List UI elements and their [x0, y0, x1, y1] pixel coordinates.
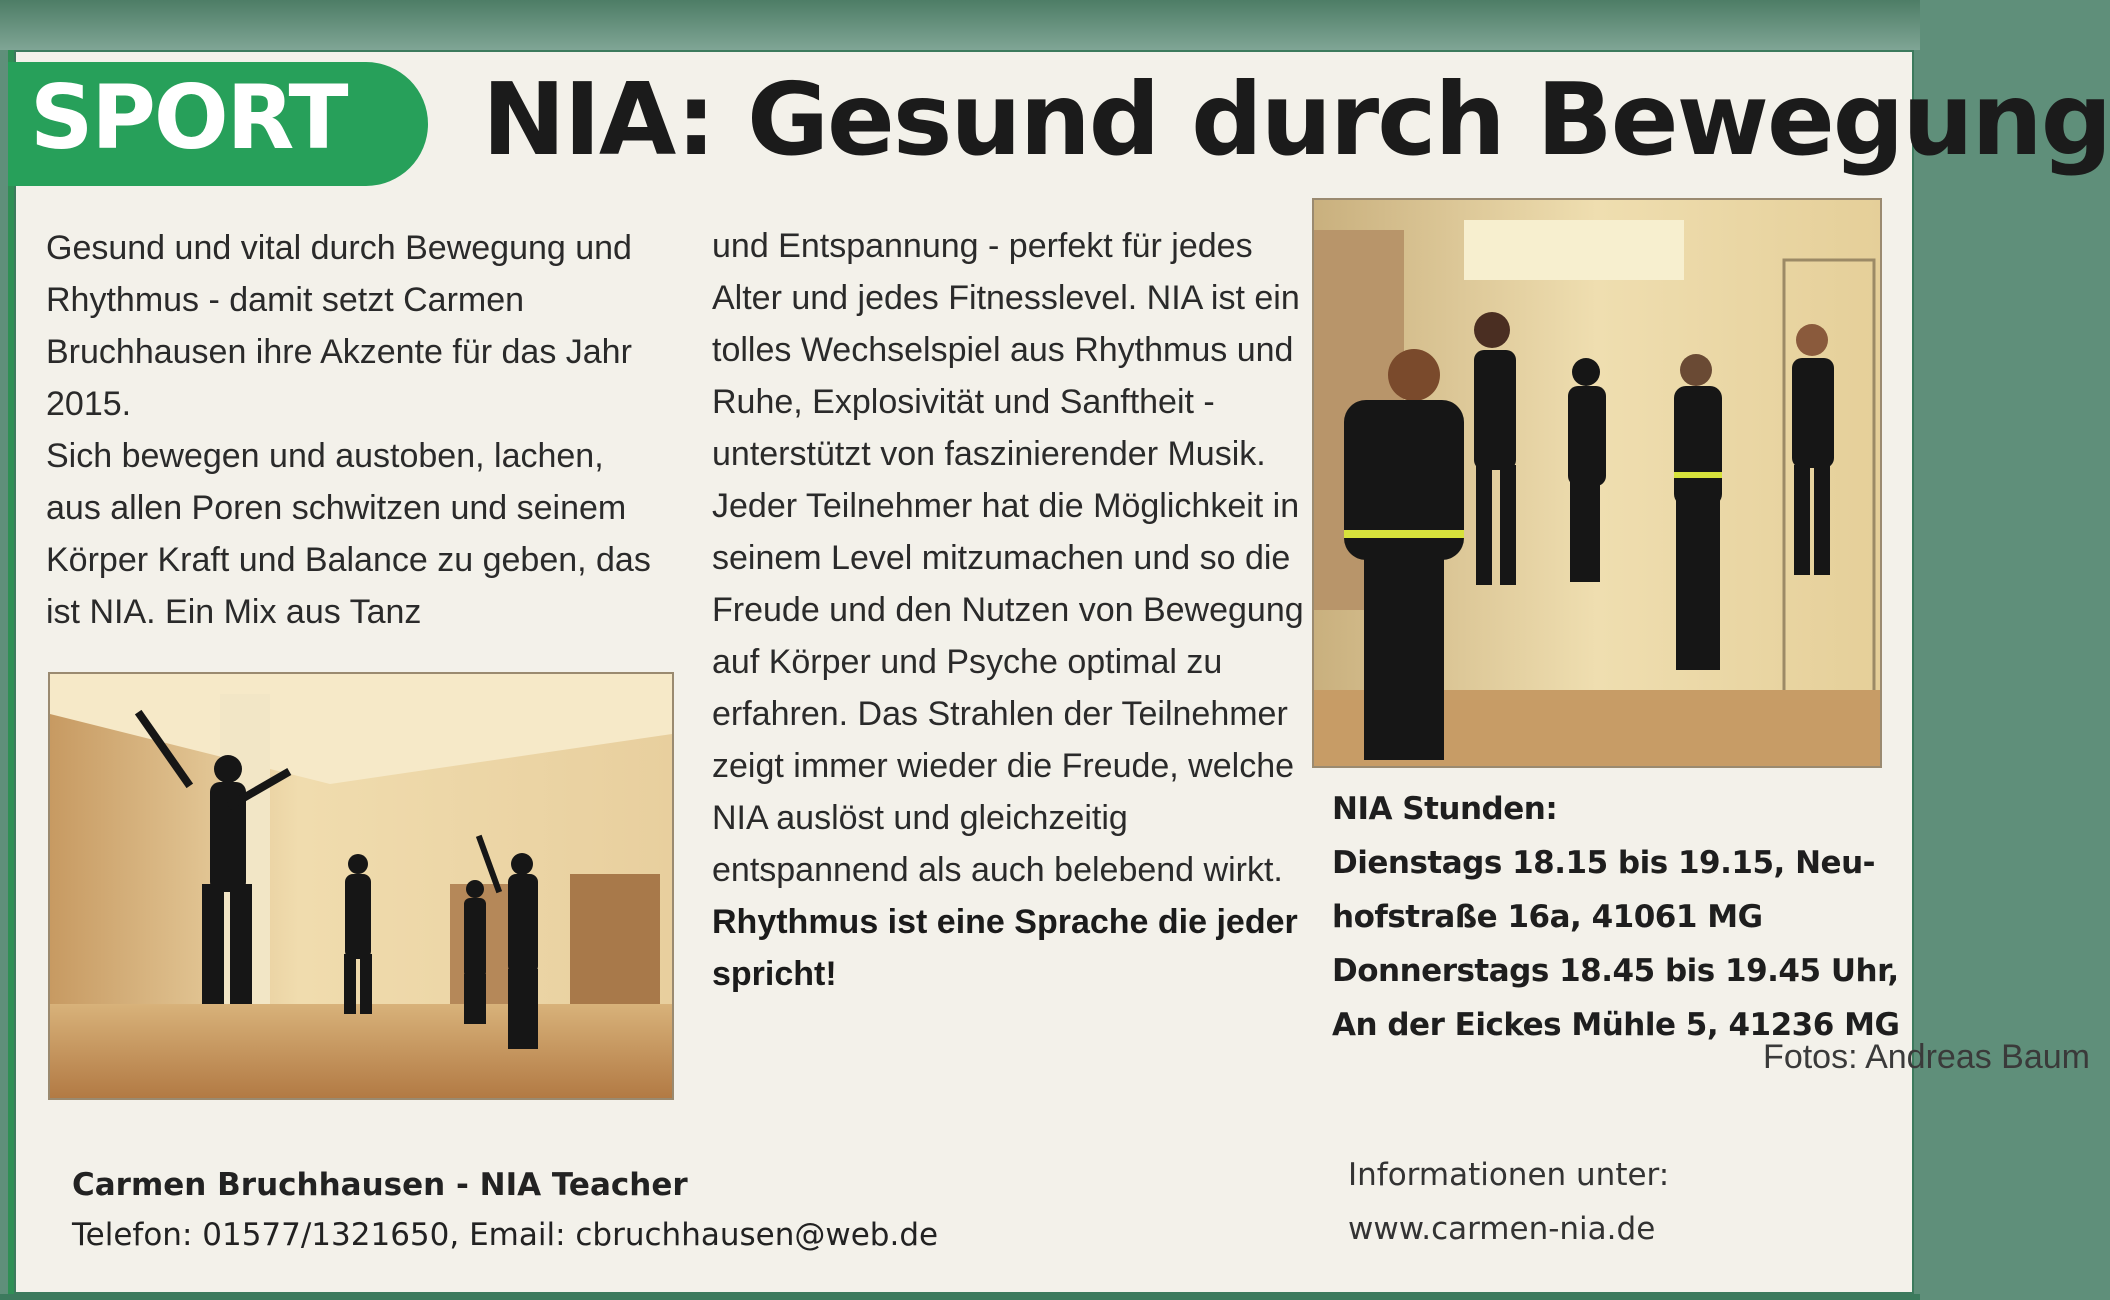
- contact-name: Carmen Bruchhausen - NIA Teacher: [72, 1167, 688, 1203]
- contact-block: [72, 1160, 1072, 1260]
- paragraph-slogan: Rhythmus ist eine Sprache die jeder spricht!: [712, 903, 1298, 993]
- paragraph-nia-description: Sich bewegen und austoben, lachen, aus allen Poren schwitzen und seinem Körper Kraft und Balance zu geben, das ist NIA. Ein Mix aus Tanz: [46, 437, 651, 631]
- paragraph-participants: Jeder Teilnehmer hat die Möglichkeit in seinem Level mitzumachen und so die Freude und den Nutzen von Bewegung auf Körper und Psyche optimal zu erfahren. Das Strahlen der Teilnehmer zeigt immer wieder die Freude, welche NIA auslöst und gleichzeitig entspannend als auch belebend wirkt.: [712, 487, 1304, 889]
- contact-phone-email: Telefon: 01577/1321650, Email: cbruchhausen@web.de: [72, 1217, 939, 1253]
- paragraph-intro: Gesund und vital durch Bewegung und Rhythmus - damit setzt Carmen Bruchhausen ihre Akzente für das Jahr 2015.: [46, 229, 632, 423]
- info-label: Informationen unter:: [1348, 1157, 1670, 1193]
- article-column-1: [46, 222, 666, 638]
- schedule-line-3: Donnerstags 18.45 bis 19.45 Uhr,: [1332, 953, 1899, 989]
- dance-class-photo-left: [48, 672, 674, 1100]
- info-url: www.carmen-nia.de: [1348, 1211, 1656, 1247]
- info-block: [1348, 1148, 1908, 1256]
- class-schedule: [1332, 782, 1912, 1052]
- article-column-2: [712, 220, 1312, 1000]
- bottom-border: [0, 1294, 1920, 1300]
- paragraph-nia-mix: und Entspannung - perfekt für jedes Alter und jedes Fitnesslevel. NIA ist ein tolles Wechselspiel aus Rhythmus und Ruhe, Explosivität und Sanftheit - unterstützt von faszinierender Musik.: [712, 227, 1300, 473]
- section-tab: [8, 62, 428, 186]
- photo-credit: Fotos: Andreas Baum: [1763, 1038, 2090, 1076]
- section-tab-label: SPORT: [30, 66, 347, 169]
- dance-class-photo-right: [1312, 198, 1882, 768]
- schedule-line-1: Dienstags 18.15 bis 19.15, Neu-: [1332, 845, 1876, 881]
- schedule-line-2: hofstraße 16a, 41061 MG: [1332, 899, 1763, 935]
- schedule-title: NIA Stunden:: [1332, 791, 1558, 827]
- top-background-band: [0, 0, 1920, 50]
- schedule-line-4: An der Eickes Mühle 5, 41236 MG: [1332, 1007, 1900, 1043]
- article-headline: NIA: Gesund durch Bewegung: [482, 61, 2110, 178]
